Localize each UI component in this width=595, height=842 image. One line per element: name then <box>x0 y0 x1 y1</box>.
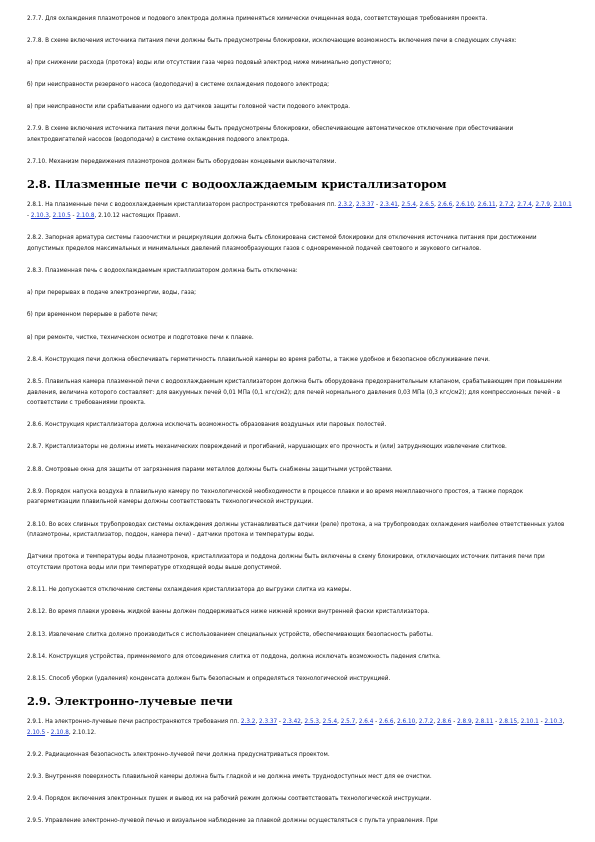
cross-reference-link[interactable]: 2.3.2 <box>337 202 353 209</box>
paragraph-text: , <box>513 202 518 209</box>
cross-reference-link[interactable]: 2.10.5 <box>27 729 46 736</box>
cross-reference-link[interactable]: 2.3.2 <box>240 718 256 725</box>
paragraph <box>27 552 573 574</box>
paragraph <box>27 607 573 618</box>
paragraph <box>27 157 573 168</box>
paragraph-text: 2.8.8. Смотровые окна для защиты от загрязнения парами металлов должны быть снабжены защитными устройствами. <box>27 466 393 473</box>
paragraph-text: 2.8.7. Кристаллизаторы не должны иметь механических повреждений и прогибаний, нарушающих его прочность и (или) затрудняющих извлечение слитков. <box>27 444 507 451</box>
cross-reference-link[interactable]: 2.6.6 <box>379 718 394 725</box>
paragraph-text: , <box>452 202 456 209</box>
paragraph <box>27 674 573 685</box>
paragraph-text: 2.7.10. Механизм передвижения плазмотронов должен быть оборудован концевыми выключателями. <box>27 159 337 166</box>
paragraph-text: , <box>319 718 323 725</box>
paragraph-text: 2.8.9. Порядок напуска воздуха в плавильную камеру по технологической необходимости в процессе плавки и во время межплавочного простоя, а также порядок разгерметизации плавильной камеры должны соответствовать технологической инструкции. <box>27 488 524 506</box>
cross-reference-link[interactable]: 2.3.42 <box>282 718 301 725</box>
section-2-8-body <box>27 200 573 684</box>
paragraph-text: - <box>374 202 380 209</box>
paragraph <box>27 80 573 91</box>
cross-reference-link[interactable]: 2.8.15 <box>498 718 518 725</box>
paragraph-text: 2.8.13. Извлечение слитка должно производиться с использованием специальных устройств, обеспечивающих безопасность работы. <box>27 631 433 638</box>
paragraph-text: , <box>471 718 476 725</box>
paragraph-text: б) при временном перерыве в работе печи; <box>27 312 158 319</box>
paragraph <box>27 717 573 739</box>
cross-reference-link[interactable]: 2.10.1 <box>553 202 572 209</box>
paragraph-text: 2.8.10. Во всех сливных трубопроводах системы охлаждения должны устанавливаться датчики (реле) протока, а на трубопроводах охлаждения наиболее ответственных узлов (плазмотроны, кристаллизатор, поддон, камера печи) - датчики протока и температуры воды. <box>27 521 565 539</box>
paragraph <box>27 333 573 344</box>
paragraph-text: , <box>433 718 437 725</box>
paragraph-text: 2.9.3. Внутренняя поверхность плавильной камеры должна быть гладкой и не должна иметь труднодоступных мест для ее очистки. <box>27 773 432 780</box>
intro-block <box>27 14 573 168</box>
document-page <box>27 14 573 838</box>
paragraph <box>27 520 573 542</box>
paragraph-text: , <box>473 202 478 209</box>
paragraph <box>27 355 573 366</box>
paragraph <box>27 772 573 783</box>
paragraph-text: 2.9.2. Радиационная безопасность электронно-лучевой печи должна предусматриваться проектом. <box>27 751 330 758</box>
cross-reference-link[interactable]: 2.5.4 <box>322 718 338 725</box>
section-2-9-body <box>27 717 573 827</box>
cross-reference-link[interactable]: 2.3.41 <box>379 202 398 209</box>
paragraph-text: - <box>277 718 283 725</box>
paragraph-text: , <box>397 202 402 209</box>
paragraph-text: 2.8.15. Способ уборки (удаления) конденсата должен быть безопасным и определяться технологической инструкцией. <box>27 675 391 682</box>
cross-reference-link[interactable]: 2.6.4 <box>358 718 374 725</box>
cross-reference-link[interactable]: 2.7.4 <box>517 202 532 209</box>
paragraph-text: - <box>70 213 77 220</box>
paragraph-text: , <box>517 718 521 725</box>
paragraph-text: 2.8.12. Во время плавки уровень жидкой ванны должен поддерживаться ниже нижней кромки внутренней фаски кристаллизатора. <box>27 609 430 616</box>
paragraph <box>27 124 573 146</box>
paragraph-text: , <box>393 718 398 725</box>
paragraph <box>27 377 573 409</box>
paragraph-text: в) при ремонте, чистке, техническом осмотре и подготовке печи к плавке. <box>27 334 254 341</box>
paragraph-text: в) при неисправности или срабатывании одного из датчиков защиты головной части подового электрода. <box>27 104 351 111</box>
paragraph-text: , <box>352 202 357 209</box>
paragraph-text: б) при неисправности резервного насоса (водоподачи) в системе охлаждения подового электрода; <box>27 82 330 89</box>
cross-reference-link[interactable]: 2.6.5 <box>419 202 435 209</box>
paragraph-text: 2.9.4. Порядок включения электронных пушек и вывод их на рабочий режим должны соответствовать технологической инструкции. <box>27 795 432 802</box>
paragraph <box>27 14 573 25</box>
paragraph-text: 2.8.6. Конструкция кристаллизатора должна исключать возможность образования воздушных или паровых полостей. <box>27 422 387 429</box>
paragraph <box>27 58 573 69</box>
cross-reference-link[interactable]: 2.5.3 <box>304 718 319 725</box>
paragraph-text: , <box>415 718 419 725</box>
paragraph <box>27 630 573 641</box>
paragraph <box>27 36 573 47</box>
cross-reference-link[interactable]: 2.6.11 <box>477 202 496 209</box>
paragraph-text: 2.8.14. Конструкция устройства, применяемого для отсоединения слитка от поддона, должна исключать возможность падения слитка. <box>27 653 441 660</box>
paragraph-text: , 2.10.12 настоящих Правил. <box>94 213 181 220</box>
paragraph-text: - <box>373 718 379 725</box>
paragraph-text: - <box>451 718 458 725</box>
cross-reference-link[interactable]: 2.10.1 <box>520 718 539 725</box>
paragraph-text: 2.9.1. На электронно-лучевые печи распространяются требования пп. <box>27 718 241 725</box>
paragraph-text: 2.7.7. Для охлаждения плазмотронов и подового электрода должна применяться химически очищенная вода, соответствующая требованиям проекта. <box>27 16 488 22</box>
cross-reference-link[interactable]: 2.5.7 <box>340 718 356 725</box>
cross-reference-link[interactable]: 2.6.10 <box>455 202 474 209</box>
paragraph-text: , <box>495 202 500 209</box>
paragraph <box>27 310 573 321</box>
paragraph-text: 2.8.3. Плазменная печь с водоохлаждаемым кристаллизатором должна быть отключена: <box>27 268 298 275</box>
cross-reference-link[interactable]: 2.10.8 <box>50 729 69 736</box>
paragraph-text: , <box>255 718 260 725</box>
paragraph-text: 2.8.2. Запорная арматура системы газоочистки и рециркуляции должна быть сблокирована системой блокировки для отключения источника питания при достижении допустимых пределов максимальных и минимальных давлений плазмообразующих газов с одновременной подачей светового и звукового сигналов. <box>27 235 537 253</box>
cross-reference-link[interactable]: 2.10.3 <box>544 718 563 725</box>
paragraph <box>27 487 573 509</box>
paragraph <box>27 652 573 663</box>
cross-reference-link[interactable]: 2.7.2 <box>499 202 514 209</box>
cross-reference-link[interactable]: 2.3.37 <box>259 718 278 725</box>
paragraph-text: 2.8.4. Конструкция печи должна обеспечивать герметичность плавильной камеры во время работы, а также удобное и безопасное обслуживание печи. <box>27 356 490 363</box>
cross-reference-link[interactable]: 2.10.8 <box>76 213 95 220</box>
paragraph-text: , <box>416 202 420 209</box>
paragraph-text: 2.7.9. В схеме включения источника питания печи должны быть предусмотрены блокировки, обеспечивающие автоматическое отключение при обесточивании электродвигателей насосов (водоподачи) в системе охлаждения подового электрода. <box>27 126 514 144</box>
paragraph <box>27 102 573 113</box>
paragraph <box>27 288 573 299</box>
paragraph <box>27 750 573 761</box>
paragraph <box>27 442 573 453</box>
cross-reference-link[interactable]: 2.7.2 <box>418 718 434 725</box>
paragraph-text: 2.9.5. Управление электронно-лучевой печью и визуальное наблюдение за плавкой должны осуществляться с пульта управления. При <box>27 817 438 824</box>
paragraph-text: - <box>538 718 545 725</box>
paragraph-text: , <box>48 213 53 220</box>
paragraph-text: , <box>562 718 565 725</box>
paragraph-text: - <box>493 718 499 725</box>
paragraph-text: 2.8.1. На плазменные печи с водоохлаждаемым кристаллизатором распространяются требования пп. <box>27 202 338 209</box>
paragraph-text: , <box>531 202 536 209</box>
paragraph-text: , 2.10.12. <box>68 729 96 736</box>
cross-reference-link[interactable]: 2.10.5 <box>52 213 71 220</box>
paragraph-text: - <box>27 213 31 220</box>
cross-reference-link[interactable]: 2.6.10 <box>397 718 416 725</box>
paragraph-text: 2.8.5. Плавильная камера плазменной печи с водоохлаждаемым кристаллизатором должна быть оборудована предохранительным клапаном, срабатывающим при повышении давления, величина которого составляет: для вакуумных печей 0,01 МПа (0,1 кгс/см2); для печей нормального давления 0,03 МПа (0,3 кгс/см2); для компрессионных печей - в соответствии с требованиями проекта. <box>27 378 562 407</box>
paragraph-text: Датчики протока и температуры воды плазмотронов, кристаллизатора и поддона должны быть включены в схему блокировки, отключающих источник питания печи при отсутствии протока воды или при температуре отходящей воды выше допустимой. <box>27 554 545 572</box>
paragraph <box>27 266 573 277</box>
paragraph-text: а) при снижении расхода (протока) воды или отсутствии газа через подовый электрод ниже минимально допустимого; <box>27 60 392 67</box>
cross-reference-link[interactable]: 2.7.9 <box>535 202 550 209</box>
cross-reference-link[interactable]: 2.8.6 <box>436 718 452 725</box>
cross-reference-link[interactable]: 2.3.37 <box>356 202 375 209</box>
cross-reference-link[interactable]: 2.6.6 <box>437 202 453 209</box>
paragraph-text: , <box>300 718 305 725</box>
paragraph-text: , <box>550 202 554 209</box>
paragraph-text: 2.8.11. Не допускается отключение системы охлаждения кристаллизатора до выгрузки слитка из камеры. <box>27 587 352 594</box>
paragraph <box>27 816 573 827</box>
section-heading-2-9: 2.9. Электронно-лучевые печи <box>27 693 233 708</box>
cross-reference-link[interactable]: 2.5.4 <box>401 202 417 209</box>
paragraph <box>27 200 573 222</box>
paragraph <box>27 233 573 255</box>
cross-reference-link[interactable]: 2.10.3 <box>30 213 49 220</box>
cross-reference-link[interactable]: 2.8.11 <box>475 718 494 725</box>
paragraph <box>27 465 573 476</box>
section-heading-2-8: 2.8. Плазменные печи с водоохлаждаемым кристаллизатором <box>27 177 447 192</box>
paragraph-text: , <box>355 718 359 725</box>
paragraph <box>27 585 573 596</box>
paragraph-text: - <box>45 729 51 736</box>
paragraph-text: , <box>337 718 341 725</box>
paragraph-text: а) при перерывах в подаче электроэнергии, воды, газа; <box>27 290 197 297</box>
paragraph <box>27 794 573 805</box>
paragraph-text: , <box>434 202 438 209</box>
paragraph-text: 2.7.8. В схеме включения источника питания печи должны быть предусмотрены блокировки, исключающие возможность включения печи в следующих случаях: <box>27 38 517 45</box>
paragraph <box>27 420 573 431</box>
cross-reference-link[interactable]: 2.8.9 <box>457 718 472 725</box>
